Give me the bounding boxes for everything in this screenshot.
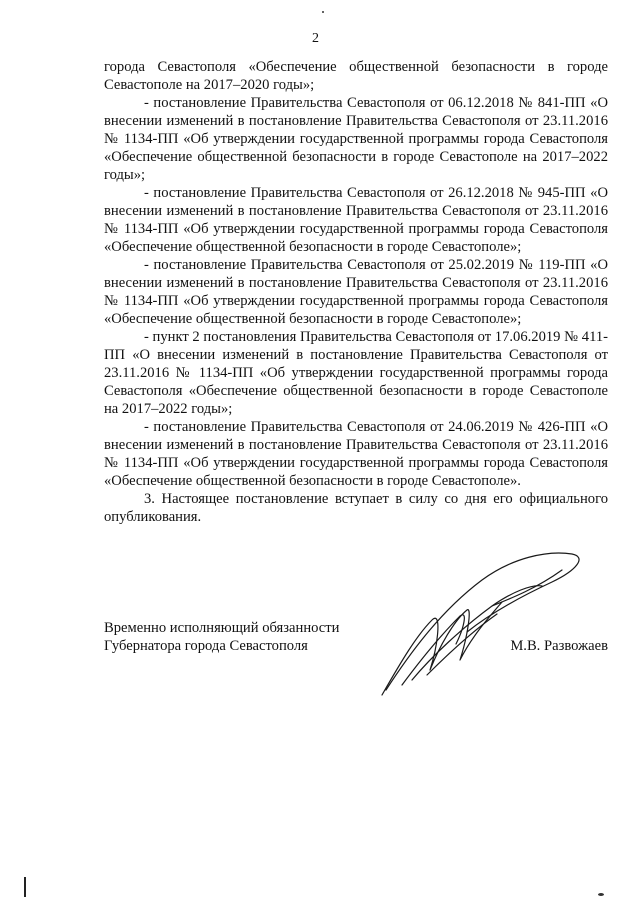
paragraph-continuation: города Севастополя «Обеспечение общественной безопасности в городе Севастополе на 2017–2020 годы»; <box>104 59 608 93</box>
signer-title-line-2: Губернатора города Севастополя <box>104 638 308 654</box>
signer-title-line-1: Временно исполняющий обязанности <box>104 620 340 636</box>
paragraph-decree-119: - постановление Правительства Севастополя от 25.02.2019 № 119-ПП «О внесении изменений в постановление Правительства Севастополя от 23.11.2016 № 1134-ПП «Об утверждении государственной программы города Севастополя «Обеспечение общественной безопасности в городе Севастополе»; <box>104 257 608 327</box>
paragraph-effective-clause: 3. Настоящее постановление вступает в силу со дня его официального опубликования. <box>104 491 608 525</box>
signer-name: М.В. Развожаев <box>510 638 608 654</box>
scan-speck <box>598 893 604 896</box>
paragraph-decree-841: - постановление Правительства Севастополя от 06.12.2018 № 841-ПП «О внесении изменений в постановление Правительства Севастополя от 23.11.2016 № 1134-ПП «Об утверждении государственной программы города Севастополя «Обеспечение общественной безопасности в городе Севастополе на 2017–2022 годы»; <box>104 95 608 183</box>
scan-speck <box>322 11 324 13</box>
document-body <box>104 58 608 526</box>
paragraph-decree-945: - постановление Правительства Севастополя от 26.12.2018 № 945-ПП «О внесении изменений в постановление Правительства Севастополя от 23.11.2016 № 1134-ПП «Об утверждении государственной программы города Севастополя «Обеспечение общественной безопасности в городе Севастополе»; <box>104 185 608 255</box>
paragraph-decree-426: - постановление Правительства Севастополя от 24.06.2019 № 426-ПП «О внесении изменений в постановление Правительства Севастополя от 23.11.2016 № 1134-ПП «Об утверждении государственной программы города Севастополя «Обеспечение общественной безопасности в городе Севастополе». <box>104 419 608 489</box>
handwritten-signature-icon <box>372 540 592 710</box>
paragraph-decree-411: - пункт 2 постановления Правительства Севастополя от 17.06.2019 № 411-ПП «О внесении изменений в постановление Правительства Севастополя от 23.11.2016 № 1134-ПП «Об утверждении государственной программы города Севастополя «Обеспечение общественной безопасности в городе Севастополе на 2017–2022 годы»; <box>104 329 608 417</box>
page-number: 2 <box>312 31 319 46</box>
margin-mark <box>24 877 26 897</box>
